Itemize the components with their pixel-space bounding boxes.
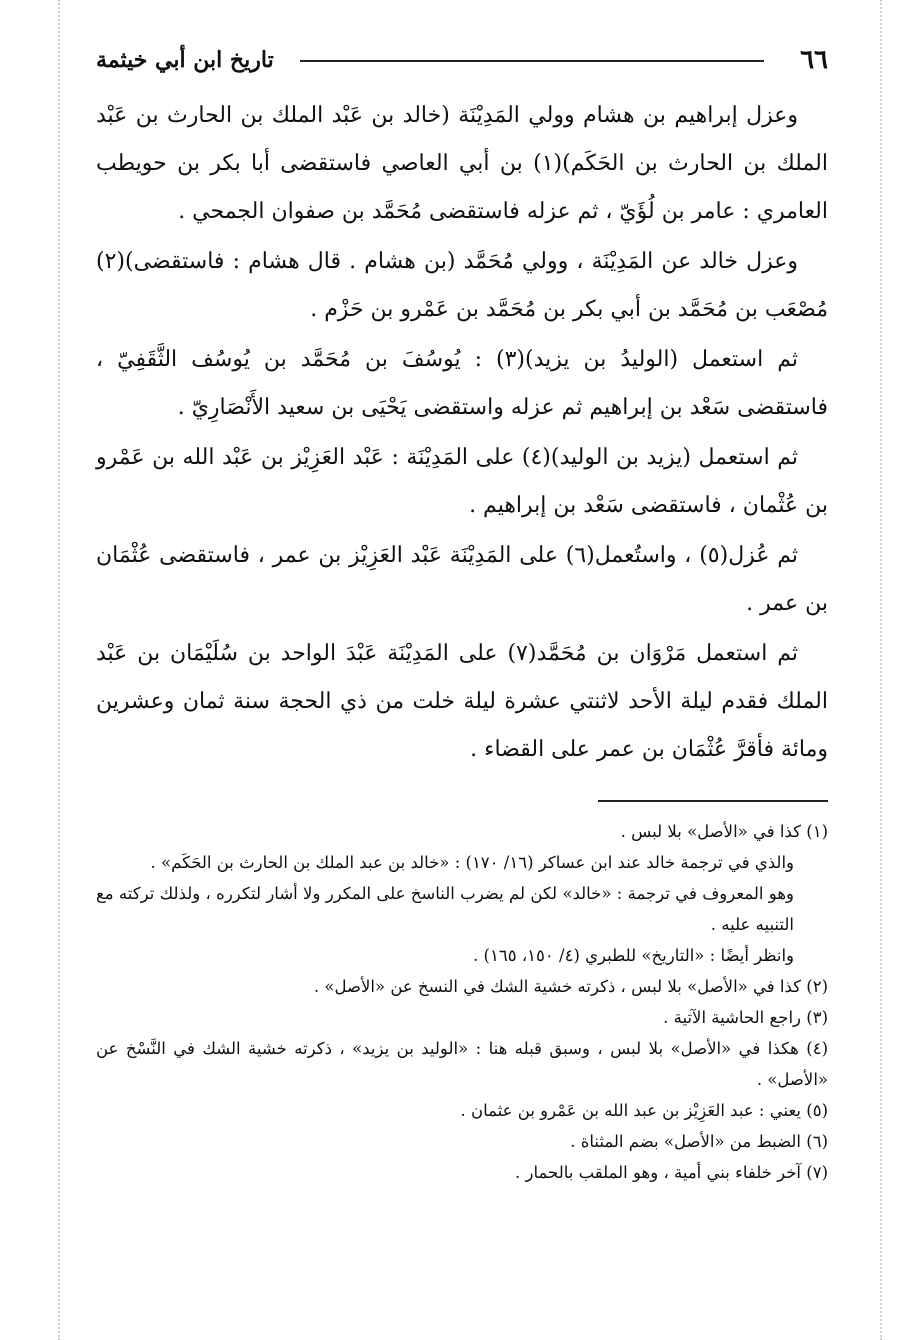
paragraph: ثم استعمل مَرْوَان بن مُحَمَّد(٧) على المَدِيْنَة عَبْدَ الواحد بن سُلَيْمَان بن عَبْد الملك فقدم ليلة الأحد لاثنتي عشرة ليلة خلت من ذي الحجة سنة ثمان وعشرين ومائة فأقرَّ عُثْمَان بن عمر على القضاء .: [96, 641, 828, 762]
page-number: ٦٦: [800, 45, 828, 75]
main-text: [96, 92, 828, 774]
footnote: (٢) كذا في «الأصل» بلا لبس ، ذكرته خشية الشك في النسخ عن «الأصل» .: [313, 977, 828, 996]
footnote-continuation: وانظر أيضًا : «التاريخ» للطبري (٤/ ١٥٠، ١٦٥) .: [473, 946, 794, 965]
page-header: [96, 38, 828, 82]
paragraph: وعزل إبراهيم بن هشام وولي المَدِيْنَة (خالد بن عَبْد الملك بن الحارث بن عَبْد الملك بن الحارث بن الحَكَم)(١) بن أبي العاصي فاستقضى أبا بكر بن حويطب العامري : عامر بن لُؤَيّ ، ثم عزله فاستقضى مُحَمَّد بن صفوان الجمحي .: [96, 103, 828, 224]
paragraph: ثم استعمل (الوليدُ بن يزيد)(٣) : يُوسُفَ بن مُحَمَّد بن يُوسُف الثَّقَفِيّ ، فاستقضى سَعْد بن إبراهيم ثم عزله واستقضى يَحْيَى بن سعيد الأَنْصَارِيّ .: [96, 347, 828, 420]
margin-dotted-line-left: [58, 0, 60, 1340]
running-title: تاريخ ابن أبي خيثمة: [96, 47, 274, 73]
footnote: (٣) راجع الحاشية الآتية .: [663, 1008, 828, 1027]
footnotes: [96, 816, 828, 1188]
header-rule: [300, 60, 764, 62]
footnote-separator: [598, 800, 828, 802]
margin-dotted-line-right: [880, 0, 882, 1340]
paragraph: وعزل خالد عن المَدِيْنَة ، وولي مُحَمَّد (بن هشام . قال هشام : فاستقضى)(٢) مُصْعَب بن مُحَمَّد بن أبي بكر بن مُحَمَّد بن عَمْرو بن حَزْم .: [96, 249, 828, 322]
footnote-continuation: وهو المعروف في ترجمة : «خالد» لكن لم يضرب الناسخ على المكرر ولا أشار لتكرره ، ولذلك تركته مع التنبيه عليه .: [96, 884, 794, 934]
book-page: [96, 38, 828, 1188]
paragraph: ثم عُزل(٥) ، واستُعمل(٦) على المَدِيْنَة عَبْد العَزِيْز بن عمر ، فاستقضى عُثْمَان بن عمر .: [96, 543, 828, 616]
footnote: (٧) آخر خلفاء بني أمية ، وهو الملقب بالحمار .: [515, 1163, 828, 1182]
footnote: (١) كذا في «الأصل» بلا لبس .: [620, 822, 828, 841]
footnote: (٤) هكذا في «الأصل» بلا لبس ، وسبق قبله هنا : «الوليد بن يزيد» ، ذكرته خشية الشك في النَّسْخ عن «الأصل» .: [96, 1039, 828, 1089]
footnote: (٦) الضبط من «الأصل» بضم المثناة .: [570, 1132, 828, 1151]
footnote: (٥) يعني : عبد العَزِيْز بن عبد الله بن عَمْرو بن عثمان .: [460, 1101, 828, 1120]
paragraph: ثم استعمل (يزيد بن الوليد)(٤) على المَدِيْنَة : عَبْد العَزِيْز بن عَبْد الله بن عَمْرو بن عُثْمان ، فاستقضى سَعْد بن إبراهيم .: [96, 445, 828, 518]
footnote-continuation: والذي في ترجمة خالد عند ابن عساكر (١٦/ ١٧٠) : «خالد بن عبد الملك بن الحارث بن الحَكَم» .: [150, 853, 794, 872]
